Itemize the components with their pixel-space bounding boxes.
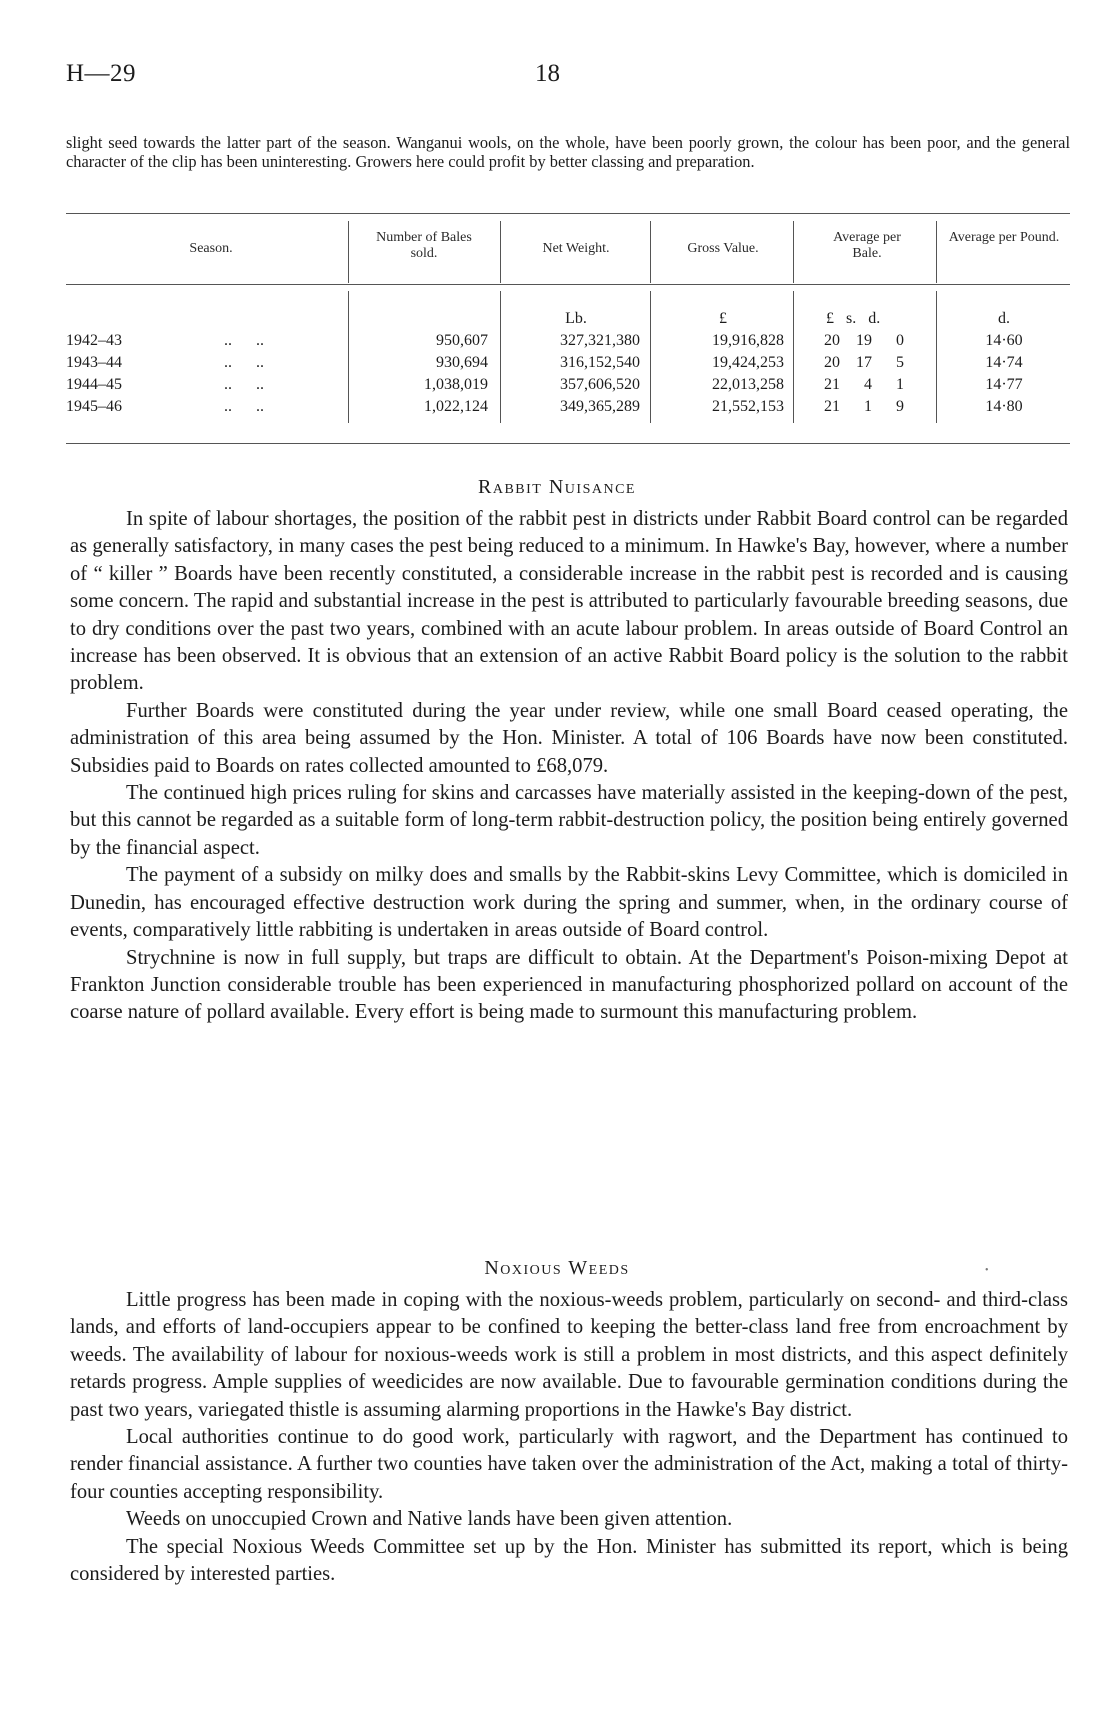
header-season: Season. bbox=[189, 241, 233, 256]
cell-avg-pence: 9 bbox=[896, 398, 904, 415]
cell-avg-pence: 0 bbox=[896, 332, 904, 349]
header-bales: Number of Bales sold. bbox=[376, 230, 472, 261]
cell-bales: 1,038,019 bbox=[424, 376, 488, 393]
column-divider bbox=[650, 221, 651, 283]
wool-sales-table bbox=[66, 213, 1070, 445]
stray-mark: • bbox=[985, 1265, 989, 1276]
table-top-rule bbox=[66, 213, 1070, 214]
cell-avg-pounds: 20 bbox=[824, 354, 840, 371]
unit-gross-value: £ bbox=[719, 310, 727, 327]
rabbit-paragraph: Further Boards were constituted during the year under review, while one small Board ceased operating, the administration of this area being assumed by the Hon. Minister. A total of 106 Boards have now been constituted. Subsidies paid to Boards on rates collected amounted to £68,079. bbox=[70, 699, 1068, 777]
cell-gross-value: 19,916,828 bbox=[712, 332, 784, 349]
cell-leader-dots: .. .. bbox=[224, 354, 264, 371]
intro-paragraph: slight seed towards the latter part of the season. Wanganui wools, on the whole, have been poorly grown, the colour has been poor, and the general character of the clip has been uninteresting. Growers here could profit by better classing and preparation. bbox=[66, 133, 1070, 171]
cell-leader-dots: .. .. bbox=[224, 398, 264, 415]
column-divider bbox=[936, 221, 937, 283]
header-net-weight: Net Weight. bbox=[542, 241, 610, 256]
document-reference: H—29 bbox=[66, 60, 137, 87]
rabbit-paragraph: The payment of a subsidy on milky does and smalls by the Rabbit-skins Levy Committee, which is domiciled in Dunedin, has encouraged effective destruction work during the spring and summer, when, in the ordinary course of events, comparatively little rabbiting is undertaken in areas outside of Board control. bbox=[70, 864, 1068, 942]
rabbit-paragraph: Strychnine is now in full supply, but traps are difficult to obtain. At the Department's Poison-mixing Depot at Frankton Junction considerable trouble has been experienced in manufacturing phosphorized pollard on account of the coarse nature of pollard available. Every effort is being made to surmount this manufacturing problem. bbox=[70, 946, 1068, 1024]
cell-avg-pence: 1 bbox=[896, 376, 904, 393]
column-divider bbox=[793, 291, 794, 423]
cell-leader-dots: .. .. bbox=[224, 376, 264, 393]
cell-avg-shillings: 17 bbox=[856, 354, 872, 371]
cell-bales: 950,607 bbox=[436, 332, 488, 349]
weeds-section-body bbox=[70, 1287, 1068, 1588]
column-divider bbox=[348, 221, 349, 283]
cell-season: 1942–43 bbox=[66, 332, 122, 349]
cell-gross-value: 22,013,258 bbox=[712, 376, 784, 393]
cell-avg-pounds: 20 bbox=[824, 332, 840, 349]
cell-gross-value: 19,424,253 bbox=[712, 354, 784, 371]
cell-avg-pounds: 21 bbox=[824, 376, 840, 393]
cell-season: 1944–45 bbox=[66, 376, 122, 393]
column-divider bbox=[500, 221, 501, 283]
cell-net-weight: 327,321,380 bbox=[560, 332, 640, 349]
cell-bales: 1,022,124 bbox=[424, 398, 488, 415]
cell-per-pound: 14·80 bbox=[985, 398, 1023, 415]
rabbit-section-body bbox=[70, 506, 1068, 1027]
weeds-paragraph: Weeds on unoccupied Crown and Native lands have been given attention. bbox=[126, 1508, 733, 1531]
cell-leader-dots: .. .. bbox=[224, 332, 264, 349]
unit-avg-bale: £ s. d. bbox=[826, 310, 881, 327]
cell-bales: 930,694 bbox=[436, 354, 488, 371]
weeds-paragraph: The special Noxious Weeds Committee set up by the Hon. Minister has submitted its report, which is being considered by interested parties. bbox=[70, 1535, 1068, 1586]
cell-per-pound: 14·60 bbox=[985, 332, 1023, 349]
page-number: 18 bbox=[535, 60, 560, 87]
cell-avg-shillings: 19 bbox=[856, 332, 872, 349]
cell-net-weight: 349,365,289 bbox=[560, 398, 640, 415]
cell-season: 1945–46 bbox=[66, 398, 122, 415]
table-bottom-rule bbox=[66, 443, 1070, 444]
cell-avg-pounds: 21 bbox=[824, 398, 840, 415]
cell-avg-shillings: 4 bbox=[864, 376, 872, 393]
cell-season: 1943–44 bbox=[66, 354, 122, 371]
header-avg-pound: Average per Pound. bbox=[948, 230, 1060, 245]
weeds-paragraph: Local authorities continue to do good work, particularly with ragwort, and the Department has continued to render financial assistance. A further two counties have taken over the administration of the Act, making a total of thirty-four counties accepting responsibility. bbox=[70, 1426, 1068, 1503]
cell-per-pound: 14·77 bbox=[985, 376, 1023, 393]
cell-avg-shillings: 1 bbox=[864, 398, 872, 415]
header-gross-value: Gross Value. bbox=[687, 241, 759, 256]
cell-net-weight: 316,152,540 bbox=[560, 354, 640, 371]
cell-per-pound: 14·74 bbox=[985, 354, 1023, 371]
header-avg-bale: Average per Bale. bbox=[833, 230, 901, 261]
column-divider bbox=[936, 291, 937, 423]
rabbit-paragraph: In spite of labour shortages, the position of the rabbit pest in districts under Rabbit Board control can be regarded as generally satisfactory, in many cases the pest being reduced to a minimum. In Hawke's Bay, however, where a number of “ killer ” Boards have been recently constituted, a considerable increase in the rabbit pest is recorded and is causing some concern. The rapid and substantial increase in the pest is attributed to particularly favourable breeding seasons, due to dry conditions over the past two years, combined with an acute labour problem. In areas outside of Board Control an increase has been observed. It is obvious that an extension of an active Rabbit Board policy is the solution to the rabbit problem. bbox=[70, 508, 1068, 695]
unit-net-weight: Lb. bbox=[565, 310, 587, 327]
weeds-paragraph: Little progress has been made in coping with the noxious-weeds problem, particularly on second- and third-class lands, and efforts of land-occupiers appear to be confined to keeping the better-class land free from encroachment by weeds. The availability of labour for noxious-weeds work is still a problem in most districts, and this aspect definitely retards progress. Ample supplies of weedicides are now available. Due to favourable germination conditions during the past two years, variegated thistle is assuming alarming proportions in the Hawke's Bay district. bbox=[70, 1289, 1068, 1421]
rabbit-paragraph: The continued high prices ruling for skins and carcasses have materially assisted in the keeping-down of the pest, but this cannot be regarded as a suitable form of long-term rabbit-destruction policy, the position being entirely governed by the financial aspect. bbox=[70, 782, 1068, 859]
rabbit-section-title: Rabbit Nuisance bbox=[478, 476, 636, 498]
column-divider bbox=[793, 221, 794, 283]
unit-avg-pound: d. bbox=[998, 310, 1010, 327]
cell-net-weight: 357,606,520 bbox=[560, 376, 640, 393]
weeds-section-title: Noxious Weeds bbox=[484, 1257, 630, 1279]
cell-avg-pence: 5 bbox=[896, 354, 904, 371]
table-header-rule bbox=[66, 284, 1070, 285]
cell-gross-value: 21,552,153 bbox=[712, 398, 784, 415]
